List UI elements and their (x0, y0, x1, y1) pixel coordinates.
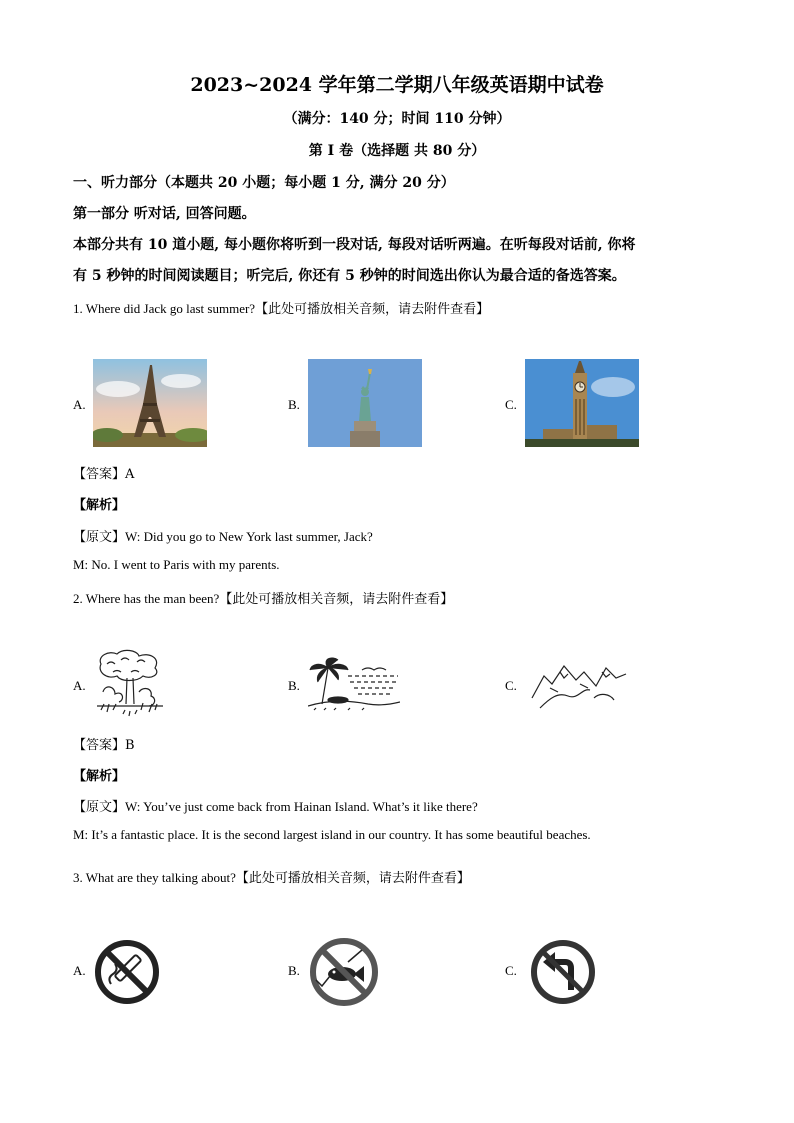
question-3: 3. What are they talking about?【此处可播放相关音频，请去附件查看】 (73, 870, 470, 885)
question-2: 2. Where has the man been?【此处可播放相关音频，请去附件查看】 (73, 591, 454, 606)
q2-option-b-label: B. (288, 678, 300, 693)
q2-option-a-label: A. (73, 678, 86, 693)
question-1: 1. Where did Jack go last summer?【此处可播放相关音频，请去附件查看】 (73, 301, 490, 316)
q2-answer: 【答案】B (73, 738, 135, 753)
q3-option-b-label: B. (288, 963, 300, 978)
q1-transcript-2: M: No. I went to Paris with my parents. (73, 557, 280, 572)
eiffel-tower-icon (93, 359, 207, 447)
q1-option-b-label: B. (288, 397, 300, 412)
big-ben-icon (525, 359, 639, 447)
statue-of-liberty-icon (308, 359, 422, 447)
instruction-line-1: 本部分共有 10 道小题, 每小题你将听到一段对话, 每段对话听两遍。在听每段对话前, 你将 (73, 237, 636, 253)
q1-answer: 【答案】A (73, 467, 135, 482)
exam-title: 2023~2024 学年第二学期八年级英语期中试卷 (190, 74, 604, 96)
instruction-line-2: 有 5 秒钟的时间阅读题目；听完后, 你还有 5 秒钟的时间选出你认为最合适的备选答案。 (73, 268, 626, 284)
no-fishing-icon (308, 936, 380, 1008)
part-heading: 第 I 卷（选择题 共 80 分） (308, 143, 486, 159)
q1-option-a-label: A. (73, 397, 86, 412)
exam-subtitle: （满分：140 分；时间 110 分钟） (283, 111, 511, 127)
q2-option-c-label: C. (505, 678, 517, 693)
trees-icon (93, 648, 165, 720)
palm-beach-icon (308, 656, 400, 712)
q2-analysis: 【解析】 (73, 769, 126, 784)
section-heading: 一、听力部分（本题共 20 小题；每小题 1 分, 满分 20 分） (73, 175, 455, 191)
q3-option-c-label: C. (505, 963, 517, 978)
q1-option-c-label: C. (505, 397, 517, 412)
no-left-turn-icon (529, 938, 597, 1006)
section-subheading: 第一部分 听对话, 回答问题。 (73, 206, 256, 222)
q3-option-a-label: A. (73, 963, 86, 978)
q1-analysis: 【解析】 (73, 498, 126, 513)
q2-transcript-2: M: It’s a fantastic place. It is the second largest island in our country. It has some beautiful beaches. (73, 827, 591, 842)
q2-transcript-1: 【原文】W: You’ve just come back from Hainan Island. What’s it like there? (73, 799, 478, 814)
q1-transcript-1: 【原文】W: Did you go to New York last summer, Jack? (73, 529, 373, 544)
mountains-icon (530, 658, 628, 710)
no-smoking-icon (93, 938, 161, 1006)
